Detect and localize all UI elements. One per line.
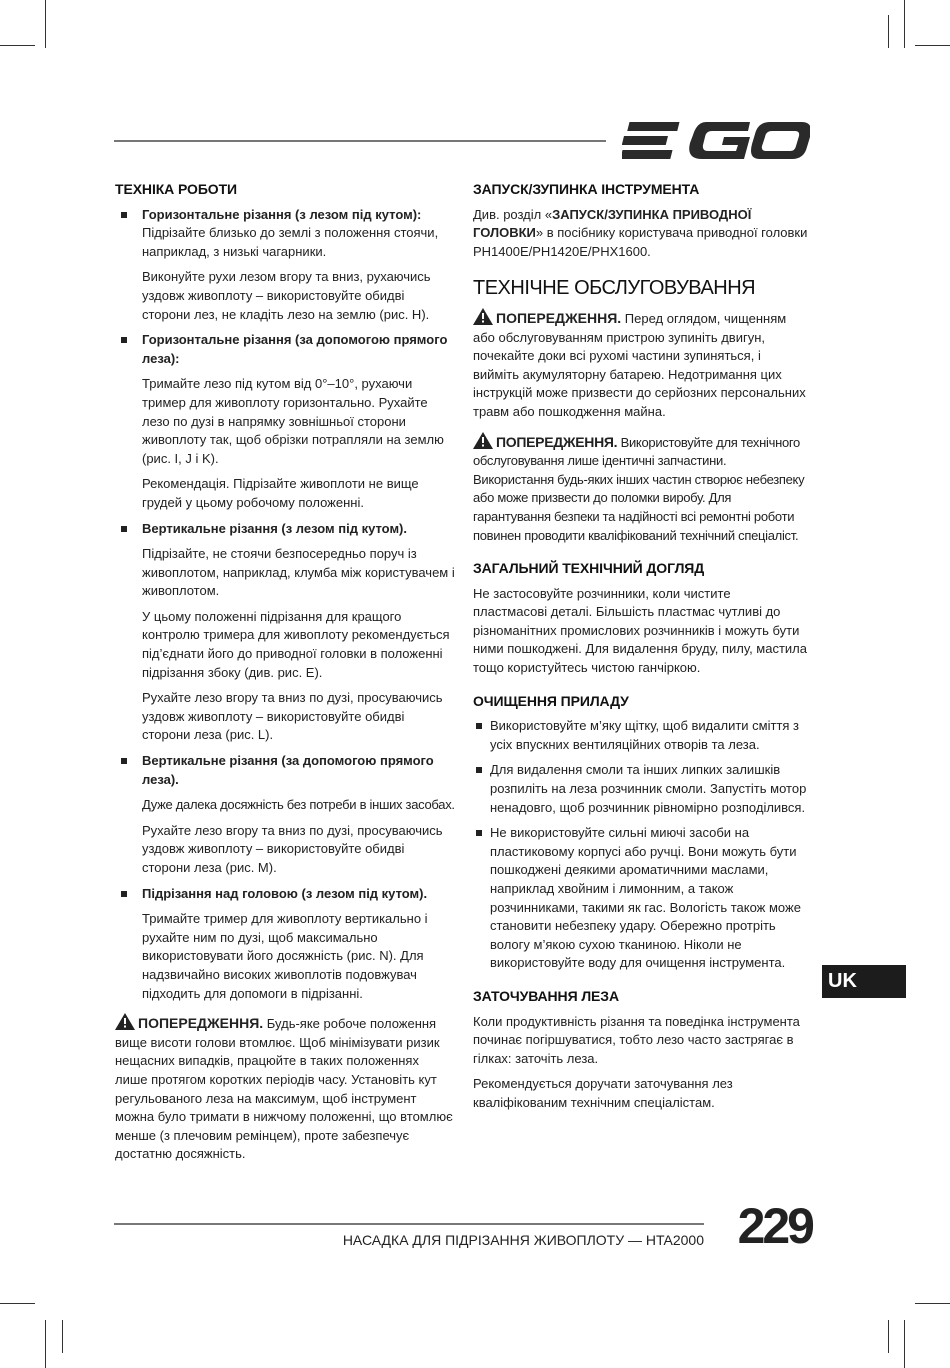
bullet-square-icon xyxy=(476,830,482,836)
warning-paragraph xyxy=(115,1013,455,1164)
bullet-heading: Вертикальне різання (з лезом під кутом). xyxy=(142,520,408,536)
paragraph: Дуже далека досяжність без потреби в інших засобах. xyxy=(142,797,455,813)
crop-mark xyxy=(888,15,889,48)
section-title-general-care: ЗАГАЛЬНИЙ ТЕХНІЧНИЙ ДОГЛЯД xyxy=(473,560,705,577)
footer-title: НАСАДКА ДЛЯ ПІДРІЗАННЯ ЖИВОПЛОТУ — HTA2000 xyxy=(342,1232,704,1248)
paragraph: Виконуйте рухи лезом вгору та вниз, рухаючись уздовж живоплоту – використовуйте обидві сторони лез, не кладіть лезо на землю (рис. H). xyxy=(142,269,431,322)
crop-mark xyxy=(45,1320,46,1368)
header-rule xyxy=(114,140,606,142)
warning-triangle-icon xyxy=(115,1013,135,1030)
bullet-heading: Підрізання над головою (з лезом під кутом). xyxy=(142,885,428,901)
list-item xyxy=(115,206,455,262)
bullet-square-icon xyxy=(121,337,127,343)
bullet-heading: Горизонтальне різання (за допомогою прямого леза): xyxy=(142,332,448,366)
paragraph: Рухайте лезо вгору та вниз по дузі, просуваючись уздовж живоплоту – використовуйте обидві сторони леза (рис. L). xyxy=(142,690,443,743)
list-item xyxy=(473,824,808,973)
paragraph: Тримайте лезо під кутом від 0°–10°, рухаючи тример для живоплоту горизонтально. Рухайте лезо по дузі в напрямку зовнішньої сторони живоплоту так, щоб обрізки потрапляли на землю (рис. I, J і K). xyxy=(142,376,444,466)
crop-mark xyxy=(62,1320,63,1353)
list-item xyxy=(473,717,808,754)
paragraph: Рекомендація. Підрізайте живоплоти не вище грудей у цьому робочому положенні. xyxy=(142,476,419,510)
list-item xyxy=(115,885,455,904)
crop-mark xyxy=(915,45,950,46)
crop-mark xyxy=(45,0,46,48)
bullet-square-icon xyxy=(121,758,127,764)
language-tab: UK xyxy=(822,965,906,998)
paragraph: У цьому положенні підрізання для кращого контролю тримера для живоплоту рекомендується під’єднати його до приводної головки в положенні підрізання збоку (див. рис. E). xyxy=(142,608,450,680)
section-title-sharpening: ЗАТОЧУВАННЯ ЛЕЗА xyxy=(473,987,619,1004)
warning-paragraph xyxy=(473,308,808,422)
list-item xyxy=(115,331,455,368)
crop-mark xyxy=(915,1303,950,1304)
warning-triangle-icon xyxy=(473,432,493,449)
list-item xyxy=(115,752,455,789)
bullet-heading: Вертикальне різання (за допомогою прямого леза). xyxy=(142,753,434,787)
crop-mark xyxy=(888,1320,889,1353)
list-item-text: Не використовуйте сильні миючі засоби на пластиковому корпусі або ручці. Вони можуть бути пошкоджені деякими ароматичними маслами, наприклад хвойним і лимонним, а також розчинниками, такими як гас. Вологість також може становити небезпеку удару. Обережно протріть вологу м’якою сухою тканиною. Ніколи не використовуйте воду для очищення інструмента. xyxy=(490,825,801,971)
list-item xyxy=(473,761,808,817)
paragraph: Не застосовуйте розчинники, коли чистите пластмасові деталі. Більшість пластмас чутливі до різноманітних промислових розчинників і можуть бути ними пошкоджені. Для видалення бруду, пилу, мастила тощо користуйтесь чистою ганчіркою. xyxy=(473,585,807,676)
bullet-heading: Горизонтальне різання (з лезом під кутом): xyxy=(142,206,422,222)
left-column xyxy=(115,180,455,1171)
bullet-square-icon xyxy=(476,723,482,729)
warning-text: Перед оглядом, чищенням або обслуговуванням пристрою зупиніть двигун, почекайте доки всі рухомі частини зупиняться, і вийміть акумуляторну батарею. Недотримання цих інструкцій може призвести до серйозних персональних травм або пошкодження майна. xyxy=(473,310,806,419)
footer-rule xyxy=(114,1223,704,1225)
bullet-square-icon xyxy=(121,526,127,532)
warning-label: ПОПЕРЕДЖЕННЯ. xyxy=(496,433,618,450)
warning-text: Будь-яке робоче положення вище висоти голови втомлює. Щоб мінімізувати ризик нещасних випадків, працюйте в таких положеннях лише протягом коротких періодів часу. Установіть кут регульованого леза на максимум, щоб інструмент можна було тримати в нижчому положенні, що втомлює менше (з плечовим ремінцем), проте забезпечує достатню досяжність. xyxy=(115,1016,453,1162)
section-title-maintenance: ТЕХНІЧНЕ ОБСЛУГОВУВАННЯ xyxy=(473,277,756,300)
paragraph: Підрізайте, не стоячи безпосередньо поруч із живоплотом, наприклад, клумба між користувачем і живоплотом. xyxy=(142,546,455,599)
warning-label: ПОПЕРЕДЖЕННЯ. xyxy=(138,1015,264,1032)
warning-paragraph xyxy=(473,432,808,546)
crop-mark xyxy=(0,45,35,46)
bullet-square-icon xyxy=(121,891,127,897)
section-title-technique: ТЕХНІКА РОБОТИ xyxy=(115,181,237,197)
warning-label: ПОПЕРЕДЖЕННЯ. xyxy=(496,309,622,326)
text: Див. розділ « xyxy=(473,206,553,222)
text: » в посібнику користувача приводної головки PH1400E/PH1420E/PHX1600. xyxy=(473,225,808,259)
paragraph: Рекомендується доручати заточування лез кваліфікованим технічним спеціалістам. xyxy=(473,1076,733,1110)
bullet-square-icon xyxy=(476,767,482,773)
paragraph: Тримайте тример для живоплоту вертикально і рухайте ним по дузі, щоб максимально використовувати його досяжність (рис. N). Для надзвичайно високих живоплотів подовжувач підходить для допомоги в підрізанні. xyxy=(142,911,428,1001)
crop-mark xyxy=(904,1320,905,1368)
crop-mark xyxy=(0,1303,35,1304)
bullet-square-icon xyxy=(121,212,127,218)
paragraph: Коли продуктивність різання та поведінка інструмента починає погіршуватися, тобто лезо часто застрягає в гілках: заточіть леза. xyxy=(473,1013,800,1066)
section-title-cleaning: ОЧИЩЕННЯ ПРИЛАДУ xyxy=(473,692,629,709)
paragraph: Рухайте лезо вгору та вниз по дузі, просуваючись уздовж живоплоту – використовуйте обидві сторони леза (рис. M). xyxy=(142,822,443,875)
right-column xyxy=(473,180,808,1120)
bullet-text: Підрізайте близько до землі з положення стоячи, наприклад, з низькі чагарники. xyxy=(142,225,439,259)
ego-logo xyxy=(622,120,810,162)
list-item-text: Для видалення смоли та інших липких залишків розпиліть на леза розчинник смоли. Запустіть мотор ненадовго, щоб розчинник рівномірно розподілився. xyxy=(490,762,807,815)
bold-text: ЗАПУСК/ЗУПИНКА ПРИВОДНОЇ ГОЛОВКИ xyxy=(473,206,752,241)
page-number: 229 xyxy=(737,1198,812,1254)
list-item xyxy=(115,520,455,539)
section-title-start-stop: ЗАПУСК/ЗУПИНКА ІНСТРУМЕНТА xyxy=(473,181,700,197)
paragraph xyxy=(473,206,808,262)
warning-triangle-icon xyxy=(473,308,493,325)
crop-mark xyxy=(904,0,905,48)
list-item-text: Використовуйте м’яку щітку, щоб видалити сміття з усіх впускних вентиляційних отворів та леза. xyxy=(490,718,800,752)
warning-text: Використовуйте для технічного обслуговування лише ідентичні запчастини. Використання будь-яких інших частин створює небезпеку або може призвести до поломки виробу. Для гарантування безпеки та надійності всі ремонтні роботи повинен проводити кваліфікований технічний спеціаліст. xyxy=(473,434,805,543)
